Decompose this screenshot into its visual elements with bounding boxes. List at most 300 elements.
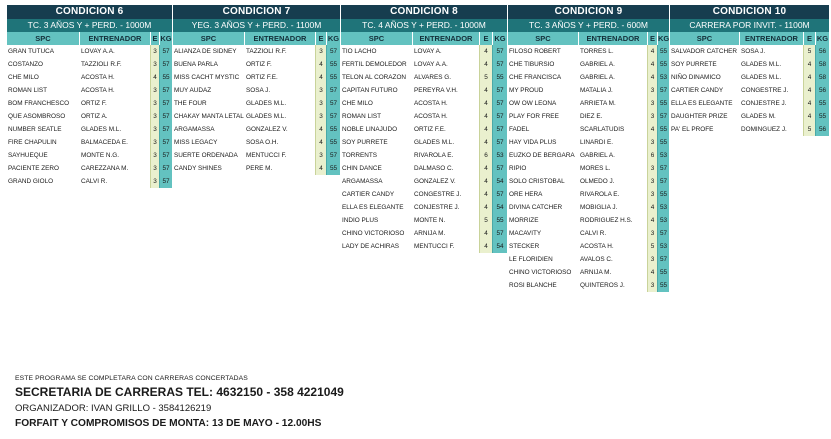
age-value: 3 [647,97,657,110]
weight-value: 55 [657,188,669,201]
table-row [507,149,669,162]
trainer-name: LOVAY A.A. [81,48,115,55]
horse-name: SOY PURRETE [342,139,388,146]
header-spc: SPC [340,32,412,45]
weight-value: 57 [657,175,669,188]
condition-title: CONDICION 8 [340,5,507,19]
trainer-name: TAZZIOLI R.F. [81,61,122,68]
table-row [507,188,669,201]
age-value: 3 [150,110,159,123]
condition-block-9 [507,5,669,292]
age-value: 4 [150,71,159,84]
trainer-name: RIVAROLA E. [580,191,620,198]
age-value: 5 [647,240,657,253]
age-value: 4 [647,201,657,214]
trainer-name: PERE M. [246,165,273,172]
horse-name: GRAN TUTUCA [8,48,55,55]
footer-note: ESTE PROGRAMA SE COMPLETARA CON CARRERAS CONCERTADAS [15,375,248,382]
weight-value: 57 [159,162,172,175]
table-row [507,110,669,123]
weight-value: 57 [492,45,507,58]
table-row [340,110,507,123]
trainer-name: CONJESTRE J. [741,100,787,107]
age-value: 4 [479,201,492,214]
weight-value: 55 [657,266,669,279]
trainer-name: ARNIJA M. [414,230,446,237]
horse-name: LADY DE ACHIRAS [342,243,400,250]
table-row [172,149,340,162]
horse-name: NOBLE LINAJUDO [342,126,398,133]
horse-name: INDIO PLUS [342,217,379,224]
condition-title: CONDICION 9 [507,5,669,19]
horse-name: RIPIO [509,165,527,172]
age-value: 4 [479,45,492,58]
age-value: 4 [479,175,492,188]
trainer-name: ACOSTA H. [580,243,614,250]
age-value: 4 [315,162,326,175]
column-headers [172,32,340,45]
horse-name: ELLA ES ELEGANTE [671,100,733,107]
horse-name: MUY AUDAZ [174,87,212,94]
table-row [507,240,669,253]
table-row [507,97,669,110]
table-row [340,149,507,162]
weight-value: 57 [492,136,507,149]
horse-name: PLAY FOR FREE [509,113,559,120]
age-value: 3 [647,188,657,201]
horse-name: NUMBER SEATLE [8,126,62,133]
table-row [507,175,669,188]
table-row [669,84,829,97]
table-row [6,136,172,149]
horse-name: ELLA ES ELEGANTE [342,204,404,211]
table-row [507,84,669,97]
horse-name: MY PROUD [509,87,544,94]
age-value: 3 [315,149,326,162]
trainer-name: CALVI R. [81,178,108,185]
condition-subtitle: TC. 3 AÑOS Y + PERD. - 600M [507,19,669,32]
trainer-name: OLMEDO J. [580,178,615,185]
entries-list [172,45,340,175]
horse-name: ROMAN LIST [8,87,48,94]
horse-name: TIO LACHO [342,48,377,55]
condition-title: CONDICION 7 [172,5,340,19]
weight-value: 57 [326,149,340,162]
footer-organizador: ORGANIZADOR: IVAN GRILLO - 3584126219 [15,403,212,414]
horse-name: THE FOUR [174,100,207,107]
age-value: 4 [479,123,492,136]
header-e: E [150,32,159,45]
table-row [669,110,829,123]
trainer-name: MORES L. [580,165,611,172]
condition-block-7 [172,5,340,175]
weight-value: 55 [657,123,669,136]
weight-value: 55 [657,45,669,58]
weight-value: 55 [326,136,340,149]
condition-title: CONDICION 10 [669,5,829,19]
footer-forfait: FORFAIT Y COMPROMISOS DE MONTA: 13 DE MAYO - 12.00HS [15,418,322,429]
horse-name: FERTIL DEMOLEDOR [342,61,407,68]
horse-name: GRAND GIOLO [8,178,54,185]
trainer-name: LOVAY A. [414,48,442,55]
age-value: 3 [647,162,657,175]
trainer-name: LINARDI E. [580,139,614,146]
horse-name: ORE HERA [509,191,543,198]
age-value: 4 [479,110,492,123]
trainer-name: ACOSTA H. [414,100,448,107]
weight-value: 57 [492,123,507,136]
table-row [507,266,669,279]
horse-name: FADEL [509,126,530,133]
horse-name: CHE FRANCISCA [509,74,562,81]
weight-value: 57 [492,162,507,175]
table-row [340,84,507,97]
trainer-name: RODRIGUEZ H.S. [580,217,633,224]
condition-block-10 [669,5,829,136]
table-row [340,58,507,71]
horse-name: NIÑO DINAMICO [671,74,721,81]
header-e: E [803,32,815,45]
weight-value: 57 [159,97,172,110]
trainer-name: ORTIZ F. [81,100,107,107]
horse-name: ARGAMASSA [342,178,383,185]
condition-block-8 [340,5,507,253]
trainer-name: SOSA J. [246,87,271,94]
table-row [340,188,507,201]
table-row [172,123,340,136]
table-row [6,71,172,84]
horse-name: BOM FRANCHESCO [8,100,70,107]
trainer-name: GLADES M.L. [741,74,782,81]
table-row [669,97,829,110]
horse-name: FILOSO ROBERT [509,48,561,55]
horse-name: OW OW LEONA [509,100,557,107]
table-row [172,136,340,149]
weight-value: 57 [159,123,172,136]
horse-name: CAPITAN FUTURO [342,87,398,94]
condition-title: CONDICION 6 [6,5,172,19]
trainer-name: ORTIZ F. [246,61,272,68]
horse-name: SOY PURRETE [671,61,717,68]
weight-value: 55 [326,162,340,175]
weight-value: 57 [492,58,507,71]
horse-name: ARGAMASSA [174,126,215,133]
trainer-name: DOMINGUEZ J. [741,126,787,133]
weight-value: 53 [657,71,669,84]
age-value: 4 [479,58,492,71]
age-value: 4 [479,162,492,175]
age-value: 4 [479,240,492,253]
horse-name: SALVADOR CATCHER [671,48,738,55]
horse-name: BUENA PARLA [174,61,218,68]
weight-value: 55 [492,71,507,84]
age-value: 3 [647,227,657,240]
weight-value: 54 [492,201,507,214]
header-kg: KG [160,34,172,43]
age-value: 4 [803,58,815,71]
trainer-name: MENTUCCI F. [246,152,287,159]
weight-value: 57 [159,84,172,97]
horse-name: SAYHUEQUE [8,152,48,159]
age-value: 6 [479,149,492,162]
header-e: E [479,32,492,45]
age-value: 3 [647,253,657,266]
age-value: 4 [315,58,326,71]
weight-value: 56 [815,45,829,58]
table-row [340,201,507,214]
trainer-name: MOBIGLIA J. [580,204,618,211]
weight-value: 57 [492,110,507,123]
condition-subtitle: CARRERA POR INVIT. - 1100M [669,19,829,32]
age-value: 3 [647,110,657,123]
entries-list [507,45,669,292]
column-headers [6,32,172,45]
horse-name: SOLO CRISTOBAL [509,178,565,185]
column-headers [507,32,669,45]
table-row [340,240,507,253]
weight-value: 55 [326,58,340,71]
trainer-name: CALVI R. [580,230,607,237]
table-row [669,45,829,58]
footer-secretaria: SECRETARIA DE CARRERAS TEL: 4632150 - 358 4221049 [15,385,344,399]
weight-value: 54 [492,175,507,188]
horse-name: CHE MILO [8,74,39,81]
horse-name: MISS LEGACY [174,139,218,146]
trainer-name: TORRES L. [580,48,614,55]
weight-value: 57 [657,110,669,123]
table-row [6,45,172,58]
header-entrenador: ENTRENADOR [79,32,150,45]
age-value: 4 [803,110,815,123]
horse-name: FIRE CHAPULIN [8,139,57,146]
age-value: 4 [315,136,326,149]
trainer-name: ACOSTA H. [414,113,448,120]
table-row [172,58,340,71]
table-row [172,97,340,110]
weight-value: 57 [657,253,669,266]
table-row [340,214,507,227]
weight-value: 57 [326,110,340,123]
horse-name: DIVINA CATCHER [509,204,563,211]
horse-name: MISS CACHT MYSTIC [174,74,240,81]
age-value: 4 [647,123,657,136]
trainer-name: SOSA J. [741,48,766,55]
horse-name: CHE MILO [342,100,373,107]
weight-value: 56 [815,84,829,97]
trainer-name: GONZALEZ V. [246,126,288,133]
table-row [340,45,507,58]
trainer-name: CAREZZANA M. [81,165,129,172]
weight-value: 57 [159,45,172,58]
horse-name: CHAKAY MANTA LETAL [174,113,244,120]
age-value: 4 [803,84,815,97]
age-value: 4 [647,214,657,227]
header-entrenador: ENTRENADOR [739,32,803,45]
weight-value: 57 [326,45,340,58]
table-row [507,253,669,266]
weight-value: 57 [159,110,172,123]
weight-value: 57 [159,58,172,71]
weight-value: 53 [657,240,669,253]
table-row [6,162,172,175]
header-spc: SPC [507,32,578,45]
trainer-name: MENTUCCI F. [414,243,455,250]
header-entrenador: ENTRENADOR [412,32,479,45]
weight-value: 55 [815,97,829,110]
age-value: 5 [803,123,815,136]
horse-name: MORRIZE [509,217,539,224]
weight-value: 57 [492,188,507,201]
age-value: 4 [647,266,657,279]
weight-value: 55 [657,279,669,292]
trainer-name: AVALOS C. [580,256,613,263]
weight-value: 53 [657,149,669,162]
trainer-name: GABRIEL A. [580,152,615,159]
table-row [6,149,172,162]
entries-list [340,45,507,253]
age-value: 4 [803,71,815,84]
trainer-name: CONGESTRE J. [741,87,789,94]
weight-value: 57 [492,84,507,97]
table-row [507,45,669,58]
weight-value: 53 [657,201,669,214]
weight-value: 55 [326,71,340,84]
weight-value: 55 [657,58,669,71]
age-value: 4 [479,227,492,240]
trainer-name: ORTIZ F.E. [246,74,278,81]
condition-subtitle: TC. 4 AÑOS Y + PERD. - 1000M [340,19,507,32]
horse-name: CARTIER CANDY [671,87,724,94]
horse-name: HAY VIDA PLUS [509,139,557,146]
trainer-name: GLADES M.L. [741,61,782,68]
header-e: E [647,32,657,45]
age-value: 3 [150,123,159,136]
trainer-name: GABRIEL A. [580,74,615,81]
trainer-name: ORTIZ F.E. [414,126,446,133]
weight-value: 57 [657,162,669,175]
age-value: 5 [803,45,815,58]
age-value: 3 [315,45,326,58]
column-headers [669,32,829,45]
horse-name: TORRENTS [342,152,378,159]
trainer-name: ACOSTA H. [81,87,115,94]
horse-name: STECKER [509,243,540,250]
age-value: 4 [479,97,492,110]
header-kg: KG [816,34,829,43]
table-row [172,45,340,58]
header-spc: SPC [6,32,79,45]
weight-value: 56 [815,123,829,136]
age-value: 3 [315,110,326,123]
age-value: 4 [647,45,657,58]
table-row [172,71,340,84]
trainer-name: MONTE N.G. [81,152,119,159]
age-value: 3 [647,279,657,292]
trainer-name: TAZZIOLI R.F. [246,48,287,55]
header-kg: KG [658,34,669,43]
trainer-name: GLADES M.L. [246,113,287,120]
horse-name: ROMAN LIST [342,113,382,120]
trainer-name: CONJESTRE J. [414,204,460,211]
table-row [6,97,172,110]
weight-value: 55 [657,97,669,110]
entries-list [6,45,172,188]
age-value: 4 [479,136,492,149]
table-row [340,175,507,188]
trainer-name: SCARLATUDIS [580,126,625,133]
table-row [669,123,829,136]
horse-name: CARTIER CANDY [342,191,395,198]
header-e: E [315,32,326,45]
horse-name: PA' EL PROFE [671,126,714,133]
horse-name: SUERTE ORDENADA [174,152,238,159]
age-value: 4 [315,71,326,84]
table-row [340,227,507,240]
trainer-name: QUINTEROS J. [580,282,625,289]
trainer-name: PEREYRA V.H. [414,87,458,94]
weight-value: 57 [159,149,172,162]
trainer-name: GLADES M.L. [81,126,122,133]
weight-value: 58 [815,71,829,84]
age-value: 3 [150,162,159,175]
trainer-name: LOVAY A.A. [414,61,448,68]
table-row [6,123,172,136]
weight-value: 58 [815,58,829,71]
age-value: 3 [315,97,326,110]
age-value: 3 [150,84,159,97]
entries-list [669,45,829,136]
table-row [340,136,507,149]
table-row [507,123,669,136]
table-row [507,214,669,227]
horse-name: CHE TIBURSIO [509,61,555,68]
age-value: 3 [150,45,159,58]
weight-value: 57 [657,227,669,240]
table-row [507,58,669,71]
age-value: 3 [647,84,657,97]
age-value: 3 [150,175,159,188]
table-row [507,136,669,149]
age-value: 4 [315,123,326,136]
weight-value: 53 [492,149,507,162]
trainer-name: MATALIA J. [580,87,613,94]
age-value: 3 [647,175,657,188]
horse-name: MACAVITY [509,230,542,237]
weight-value: 57 [159,136,172,149]
weight-value: 57 [326,84,340,97]
table-row [340,162,507,175]
trainer-name: DIEZ E. [580,113,603,120]
header-kg: KG [492,32,507,45]
table-row [507,162,669,175]
trainer-name: MONTE N. [414,217,446,224]
horse-name: CANDY SHINES [174,165,222,172]
age-value: 4 [479,188,492,201]
weight-value: 54 [492,240,507,253]
table-row [6,110,172,123]
table-row [507,279,669,292]
trainer-name: GABRIEL A. [580,61,615,68]
table-row [340,71,507,84]
table-row [6,84,172,97]
trainer-name: GONZALEZ V. [414,178,456,185]
horse-name: CHINO VICTORIOSO [509,269,572,276]
horse-name: COSTANZO [8,61,44,68]
trainer-name: RIVAROLA E. [414,152,454,159]
age-value: 5 [479,71,492,84]
trainer-name: BALMACEDA E. [81,139,128,146]
trainer-name: GLADES M.L. [246,100,287,107]
